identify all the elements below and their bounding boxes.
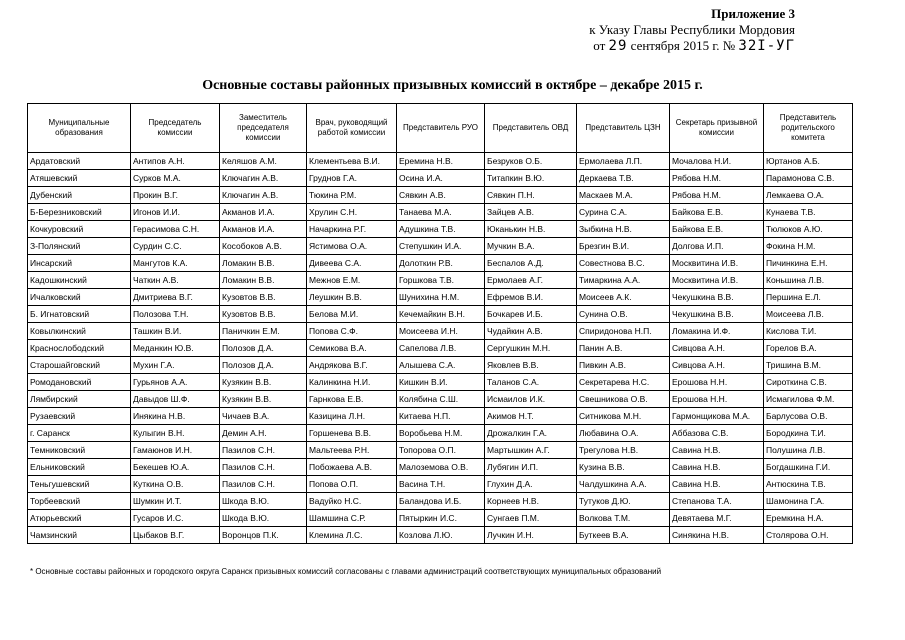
member-cell: Акманов И.А. (220, 204, 307, 221)
table-row (28, 340, 853, 357)
member-cell: Москвитина И.В. (670, 255, 764, 272)
column-header: Муниципальные образования (28, 104, 131, 153)
member-cell: Ефремов В.И. (485, 289, 577, 306)
member-cell: Ломакин В.В. (220, 255, 307, 272)
table-row (28, 221, 853, 238)
municipality-cell: Ковылкинский (28, 323, 131, 340)
member-cell: Свешникова О.В. (577, 391, 670, 408)
member-cell: Сивцова А.Н. (670, 340, 764, 357)
member-cell: Демин А.Н. (220, 425, 307, 442)
member-cell: Шунихина Н.М. (397, 289, 485, 306)
member-cell: Москвитина И.В. (670, 272, 764, 289)
municipality-cell: Темниковский (28, 442, 131, 459)
table-row (28, 272, 853, 289)
member-cell: Безруков О.Б. (485, 153, 577, 170)
member-cell: Тюкина Р.М. (307, 187, 397, 204)
appendix-label: Приложение 3 (711, 6, 795, 21)
member-cell: Рябова Н.М. (670, 187, 764, 204)
member-cell: Давыдов Ш.Ф. (131, 391, 220, 408)
municipality-cell: г. Саранск (28, 425, 131, 442)
member-cell: Любавина О.А. (577, 425, 670, 442)
member-cell: Мартышкин А.Г. (485, 442, 577, 459)
member-cell: Панин А.В. (577, 340, 670, 357)
member-cell: Фокина Н.М. (764, 238, 853, 255)
member-cell: Дмитриева В.Г. (131, 289, 220, 306)
member-cell: Танаева М.А. (397, 204, 485, 221)
member-cell: Мангутов К.А. (131, 255, 220, 272)
member-cell: Гармонщикова М.А. (670, 408, 764, 425)
member-cell: Юканькин Н.В. (485, 221, 577, 238)
document-header (589, 6, 795, 54)
member-cell: Антюскина Т.В. (764, 476, 853, 493)
member-cell: Юртанов А.Б. (764, 153, 853, 170)
column-header: Секретарь призывной комиссии (670, 104, 764, 153)
member-cell: Горелов В.А. (764, 340, 853, 357)
decree-day: 29 (608, 38, 628, 54)
member-cell: Моисеева Л.В. (764, 306, 853, 323)
table-header-row (28, 104, 853, 153)
table-row (28, 255, 853, 272)
member-cell: Гусаров И.С. (131, 510, 220, 527)
municipality-cell: Ичалковский (28, 289, 131, 306)
member-cell: Воробьева Н.М. (397, 425, 485, 442)
member-cell: Герасимова С.Н. (131, 221, 220, 238)
member-cell: Лучкин И.Н. (485, 527, 577, 544)
member-cell: Пазилов С.Н. (220, 476, 307, 493)
member-cell: Калинкина Н.И. (307, 374, 397, 391)
member-cell: Глухин Д.А. (485, 476, 577, 493)
member-cell: Кузовтов В.В. (220, 289, 307, 306)
member-cell: Трегулова Н.В. (577, 442, 670, 459)
member-cell: Шкода В.Ю. (220, 493, 307, 510)
member-cell: Кособоков А.В. (220, 238, 307, 255)
member-cell: Ермолаева Л.П. (577, 153, 670, 170)
column-header: Представитель ЦЗН (577, 104, 670, 153)
member-cell: Беспалов А.Д. (485, 255, 577, 272)
member-cell: Воронцов П.К. (220, 527, 307, 544)
member-cell: Савина Н.В. (670, 459, 764, 476)
table-body (28, 153, 853, 544)
member-cell: Попова С.Ф. (307, 323, 397, 340)
member-cell: Кислова Т.И. (764, 323, 853, 340)
member-cell: Шамонина Г.А. (764, 493, 853, 510)
member-cell: Маскаев М.А. (577, 187, 670, 204)
decree-date-line (589, 38, 795, 54)
member-cell: Побожаева А.В. (307, 459, 397, 476)
member-cell: Прокин В.Г. (131, 187, 220, 204)
date-month-year: сентября 2015 г. № (630, 38, 736, 53)
member-cell: Чекушкина В.В. (670, 306, 764, 323)
table-row (28, 408, 853, 425)
member-cell: Кулыгин В.Н. (131, 425, 220, 442)
member-cell: Мучкин В.А. (485, 238, 577, 255)
column-header: Председатель комиссии (131, 104, 220, 153)
member-cell: Горшкова Т.В. (397, 272, 485, 289)
member-cell: Куткина О.В. (131, 476, 220, 493)
member-cell: Совестнова В.С. (577, 255, 670, 272)
member-cell: Брезгин В.И. (577, 238, 670, 255)
member-cell: Еремкина Н.А. (764, 510, 853, 527)
member-cell: Яковлев В.В. (485, 357, 577, 374)
decree-number: 32I-УГ (738, 38, 795, 54)
municipality-cell: Рузаевский (28, 408, 131, 425)
member-cell: Цыбаков В.Г. (131, 527, 220, 544)
table-row (28, 153, 853, 170)
table-row (28, 527, 853, 544)
member-cell: Вадуйко Н.С. (307, 493, 397, 510)
date-prefix: от (593, 38, 606, 53)
member-cell: Степушкин И.А. (397, 238, 485, 255)
municipality-cell: Б. Игнатовский (28, 306, 131, 323)
member-cell: Андрякова В.Г. (307, 357, 397, 374)
member-cell: Лемкаева О.А. (764, 187, 853, 204)
member-cell: Моисеева И.Н. (397, 323, 485, 340)
member-cell: Алышева С.А. (397, 357, 485, 374)
member-cell: Кузякин В.В. (220, 391, 307, 408)
member-cell: Келяшов А.М. (220, 153, 307, 170)
member-cell: Ермолаев А.Г. (485, 272, 577, 289)
member-cell: Секретарева Н.С. (577, 374, 670, 391)
member-cell: Савина Н.В. (670, 476, 764, 493)
member-cell: Ерошова Н.Н. (670, 374, 764, 391)
member-cell: Акманов И.А. (220, 221, 307, 238)
member-cell: Тутуков Д.Ю. (577, 493, 670, 510)
member-cell: Столярова О.Н. (764, 527, 853, 544)
member-cell: Деркаева Т.В. (577, 170, 670, 187)
municipality-cell: Атюрьевский (28, 510, 131, 527)
member-cell: Байкова Е.В. (670, 204, 764, 221)
table-row (28, 170, 853, 187)
member-cell: Сироткина С.В. (764, 374, 853, 391)
member-cell: Ерошова Н.Н. (670, 391, 764, 408)
member-cell: Сергушкин М.Н. (485, 340, 577, 357)
member-cell: Паничкин Е.М. (220, 323, 307, 340)
member-cell: Сапелова Л.В. (397, 340, 485, 357)
member-cell: Сунина О.В. (577, 306, 670, 323)
member-cell: Гарнкова Е.В. (307, 391, 397, 408)
table-row (28, 425, 853, 442)
member-cell: Бекешев Ю.А. (131, 459, 220, 476)
member-cell: Исмаилов И.К. (485, 391, 577, 408)
member-cell: Лубягин И.П. (485, 459, 577, 476)
municipality-cell: Дубенский (28, 187, 131, 204)
member-cell: Сявкин А.В. (397, 187, 485, 204)
member-cell: Ломакина И.Ф. (670, 323, 764, 340)
table-row (28, 442, 853, 459)
member-cell: Ломакин В.В. (220, 272, 307, 289)
member-cell: Кузякин В.В. (220, 374, 307, 391)
member-cell: Буткеев В.А. (577, 527, 670, 544)
table-row (28, 306, 853, 323)
member-cell: Пазилов С.Н. (220, 442, 307, 459)
member-cell: Ташкин В.И. (131, 323, 220, 340)
member-cell: Полозов Д.А. (220, 340, 307, 357)
member-cell: Полозова Т.Н. (131, 306, 220, 323)
member-cell: Сурдин С.С. (131, 238, 220, 255)
member-cell: Барлусова О.В. (764, 408, 853, 425)
member-cell: Гурьянов А.А. (131, 374, 220, 391)
member-cell: Шумкин И.Т. (131, 493, 220, 510)
member-cell: Кечемайкин В.Н. (397, 306, 485, 323)
member-cell: Девятаева М.Г. (670, 510, 764, 527)
member-cell: Адушкина Т.В. (397, 221, 485, 238)
member-cell: Рябова Н.М. (670, 170, 764, 187)
member-cell: Гамаюнов И.Н. (131, 442, 220, 459)
member-cell: Савина Н.В. (670, 442, 764, 459)
member-cell: Инякина Н.В. (131, 408, 220, 425)
member-cell: Степанова Т.А. (670, 493, 764, 510)
footnote: * Основные составы районных и городского округа Саранск призывных комиссий согласованы с главами администраций соответствующих муниципальных образований (30, 567, 662, 576)
municipality-cell: Ардатовский (28, 153, 131, 170)
member-cell: Титапкин В.Ю. (485, 170, 577, 187)
table-row (28, 204, 853, 221)
member-cell: Парамонова С.В. (764, 170, 853, 187)
member-cell: Начаркина Р.Г. (307, 221, 397, 238)
member-cell: Пятыркин И.С. (397, 510, 485, 527)
member-cell: Тюлюков А.Ю. (764, 221, 853, 238)
member-cell: Байкова Е.В. (670, 221, 764, 238)
member-cell: Осина И.А. (397, 170, 485, 187)
member-cell: Шамшина С.Р. (307, 510, 397, 527)
member-cell: Пазилов С.Н. (220, 459, 307, 476)
municipality-cell: Краснослободский (28, 340, 131, 357)
table-row (28, 391, 853, 408)
member-cell: Белова М.И. (307, 306, 397, 323)
municipality-cell: Атяшевский (28, 170, 131, 187)
member-cell: Козлова Л.Ю. (397, 527, 485, 544)
member-cell: Богдашкина Г.И. (764, 459, 853, 476)
municipality-cell: Лямбирский (28, 391, 131, 408)
member-cell: Мухин Г.А. (131, 357, 220, 374)
member-cell: Дрожалкин Г.А. (485, 425, 577, 442)
municipality-cell: Инсарский (28, 255, 131, 272)
member-cell: Пичинкина Е.Н. (764, 255, 853, 272)
table-row (28, 476, 853, 493)
municipality-cell: Теньгушевский (28, 476, 131, 493)
municipality-cell: Ельниковский (28, 459, 131, 476)
member-cell: Аббазова С.В. (670, 425, 764, 442)
document-title: Основные составы районных призывных комиссий в октябре – декабре 2015 г. (202, 78, 703, 93)
member-cell: Колябина С.Ш. (397, 391, 485, 408)
member-cell: Семикова В.А. (307, 340, 397, 357)
member-cell: Ключагин А.В. (220, 187, 307, 204)
member-cell: Долгова И.П. (670, 238, 764, 255)
member-cell: Кишкин В.И. (397, 374, 485, 391)
decree-reference: к Указу Главы Республики Мордовия (589, 22, 795, 37)
table-row (28, 374, 853, 391)
member-cell: Чекушкина В.В. (670, 289, 764, 306)
member-cell: Ключагин А.В. (220, 170, 307, 187)
member-cell: Игонов И.И. (131, 204, 220, 221)
member-cell: Шкода В.Ю. (220, 510, 307, 527)
member-cell: Меданкин Ю.В. (131, 340, 220, 357)
member-cell: Чаткин А.В. (131, 272, 220, 289)
member-cell: Китаева Н.П. (397, 408, 485, 425)
member-cell: Корнеев Н.В. (485, 493, 577, 510)
member-cell: Полозов Д.А. (220, 357, 307, 374)
member-cell: Чудайкин А.В. (485, 323, 577, 340)
member-cell: Баландова И.Б. (397, 493, 485, 510)
member-cell: Полушина Л.В. (764, 442, 853, 459)
member-cell: Волкова Т.М. (577, 510, 670, 527)
member-cell: Ястимова О.А. (307, 238, 397, 255)
member-cell: Бочкарев И.Б. (485, 306, 577, 323)
member-cell: Чалдушкина А.А. (577, 476, 670, 493)
member-cell: Моисеев А.К. (577, 289, 670, 306)
member-cell: Сивцова А.Н. (670, 357, 764, 374)
member-cell: Малоземова О.В. (397, 459, 485, 476)
member-cell: Сурков М.А. (131, 170, 220, 187)
member-cell: Кузовтов В.В. (220, 306, 307, 323)
member-cell: Бородкина Т.И. (764, 425, 853, 442)
member-cell: Кузина В.В. (577, 459, 670, 476)
member-cell: Акимов Н.Т. (485, 408, 577, 425)
commissions-table (27, 103, 853, 544)
member-cell: Васина Т.Н. (397, 476, 485, 493)
member-cell: Зыбкина Н.В. (577, 221, 670, 238)
column-header: Заместитель председателя комиссии (220, 104, 307, 153)
member-cell: Антипов А.Н. (131, 153, 220, 170)
member-cell: Клементьева В.И. (307, 153, 397, 170)
member-cell: Клемина Л.С. (307, 527, 397, 544)
member-cell: Сурина С.А. (577, 204, 670, 221)
member-cell: Топорова О.П. (397, 442, 485, 459)
member-cell: Леушкин В.В. (307, 289, 397, 306)
member-cell: Мочалова Н.И. (670, 153, 764, 170)
table-row (28, 357, 853, 374)
municipality-cell: Торбеевский (28, 493, 131, 510)
member-cell: Казицина Л.Н. (307, 408, 397, 425)
municipality-cell: Кадошкинский (28, 272, 131, 289)
member-cell: Дивеева С.А. (307, 255, 397, 272)
member-cell: Спиридонова Н.П. (577, 323, 670, 340)
table-row (28, 510, 853, 527)
member-cell: Еремина Н.В. (397, 153, 485, 170)
member-cell: Горшенева В.В. (307, 425, 397, 442)
member-cell: Исмагилова Ф.М. (764, 391, 853, 408)
municipality-cell: Чамзинский (28, 527, 131, 544)
column-header: Врач, руководящий работой комиссии (307, 104, 397, 153)
municipality-cell: З-Полянский (28, 238, 131, 255)
member-cell: Кунаева Т.В. (764, 204, 853, 221)
table-row (28, 459, 853, 476)
member-cell: Чичаев В.А. (220, 408, 307, 425)
column-header: Представитель РУО (397, 104, 485, 153)
table-row (28, 238, 853, 255)
member-cell: Тришина В.М. (764, 357, 853, 374)
member-cell: Хрулин С.Н. (307, 204, 397, 221)
table-row (28, 289, 853, 306)
municipality-cell: Старошайговский (28, 357, 131, 374)
member-cell: Попова О.П. (307, 476, 397, 493)
member-cell: Мальтеева Р.Н. (307, 442, 397, 459)
municipality-cell: Ромодановский (28, 374, 131, 391)
member-cell: Долоткин Р.В. (397, 255, 485, 272)
column-header: Представитель родительского комитета (764, 104, 853, 153)
municipality-cell: Б-Березниковский (28, 204, 131, 221)
column-header: Представитель ОВД (485, 104, 577, 153)
member-cell: Тимаркина А.А. (577, 272, 670, 289)
table-row (28, 323, 853, 340)
member-cell: Коньшина Л.В. (764, 272, 853, 289)
member-cell: Груднов Г.А. (307, 170, 397, 187)
member-cell: Таланов С.А. (485, 374, 577, 391)
table-row (28, 187, 853, 204)
member-cell: Межнов Е.М. (307, 272, 397, 289)
member-cell: Пивкин А.В. (577, 357, 670, 374)
member-cell: Першина Е.Л. (764, 289, 853, 306)
member-cell: Зайцев А.В. (485, 204, 577, 221)
member-cell: Синякина Н.В. (670, 527, 764, 544)
member-cell: Ситникова М.Н. (577, 408, 670, 425)
municipality-cell: Кочкуровский (28, 221, 131, 238)
member-cell: Сявкин П.Н. (485, 187, 577, 204)
table-row (28, 493, 853, 510)
member-cell: Сунгаев П.М. (485, 510, 577, 527)
